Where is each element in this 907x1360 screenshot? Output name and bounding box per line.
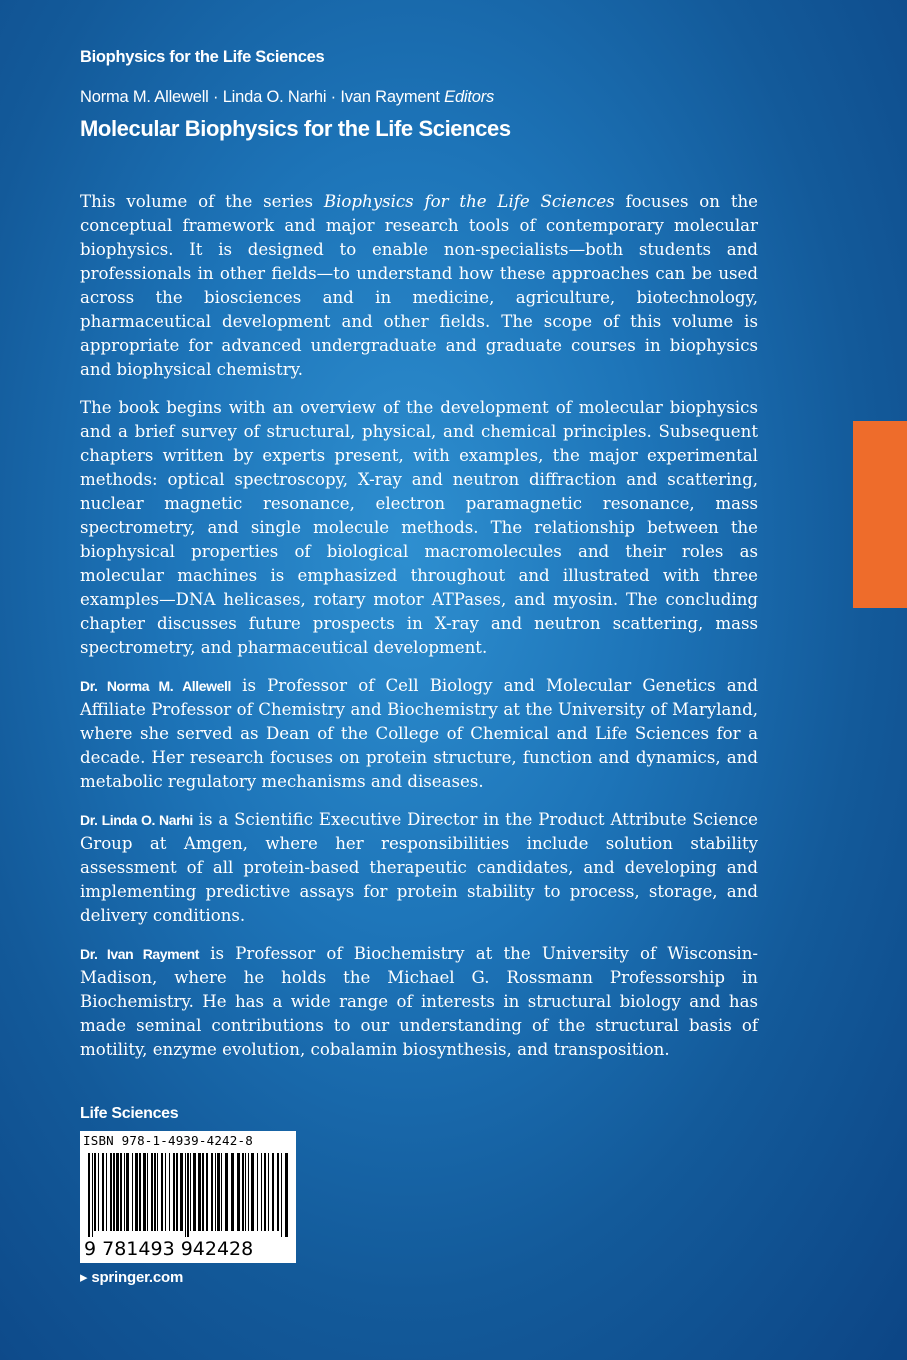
barcode-bars [88,1153,288,1237]
bio-name: Dr. Ivan Rayment [80,946,200,962]
barcode [80,1131,296,1263]
editors-label: Editors [444,88,495,106]
orange-side-tab [853,421,907,608]
description-text: This volume of the series [80,192,324,211]
back-cover-text [80,190,758,1076]
arrow-icon: ▸ [80,1269,88,1286]
bio-name: Dr. Linda O. Narhi [80,812,193,828]
description-text: focuses on the conceptual framework and major research tools of contemporary molecular biophysics. It is designed to enable non-specialists—both students and professionals in other fields—to understand how these approaches can be used across the biosciences and in medicine, agriculture, biotechnology, pharmaceutical development and other fields. The scope of this volume is appropriate for advanced undergraduate and graduate courses in biophysics and biophysical chemistry. [80,192,758,379]
series-name: Biophysics for the Life Sciences [80,48,325,66]
bio-text: is Professor of Cell Biology and Molecular Genetics and Affiliate Professor of Chemistry and Biochemistry at the University of Maryland, where she served as Dean of the College of Chemical and Life Sciences for a decade. Her research focuses on protein structure, function and dynamics, and metabolic regulatory mechanisms and diseases. [80,676,759,791]
barcode-digits: 9 781493 942428 [84,1238,254,1260]
book-title: Molecular Biophysics for the Life Sciences [80,116,511,141]
springer-link-text: springer.com [91,1269,184,1286]
description-paragraph-1 [80,190,758,382]
springer-link[interactable] [80,1268,183,1286]
bio-name: Dr. Norma M. Allewell [80,678,232,694]
editor-names: Norma M. Allewell · Linda O. Narhi · Ivan Rayment [80,88,440,106]
bio-text: is a Scientific Executive Director in the Product Attribute Science Group at Amgen, where her responsibilities include solution stability assessment of all protein-based therapeutic candidates, and developing and implementing predictive assays for protein stability to process, storage, and delivery conditions. [80,810,758,925]
subject-label: Life Sciences [80,1105,179,1122]
isbn-text: ISBN 978-1-4939-4242-8 [83,1133,253,1148]
bio-narhi [80,808,758,928]
series-reference: Biophysics for the Life Sciences [323,192,615,211]
bio-text: is Professor of Biochemistry at the University of Wisconsin-Madison, where he holds the Michael G. Rossmann Professorship in Biochemistry. He has a wide range of interests in structural biology and has made seminal contributions to our understanding of the structural basis of motility, enzyme evolution, cobalamin biosynthesis, and transposition. [80,944,758,1059]
bio-rayment [80,942,758,1062]
description-paragraph-2: The book begins with an overview of the development of molecular biophysics and a brief survey of structural, physical, and chemical principles. Subsequent chapters written by experts present, with examples, the major experimental methods: optical spectroscopy, X-ray and neutron diffraction and scattering, nuclear magnetic resonance, electron paramagnetic resonance, mass spectrometry, and single molecule methods. The relationship between the biophysical properties of biological macromolecules and their roles as molecular machines is emphasized throughout and illustrated with three examples—DNA helicases, rotary motor ATPases, and myosin. The concluding chapter discusses future prospects in X-ray and neutron scattering, mass spectrometry, and pharmaceutical development. [80,398,758,657]
editors-line [80,88,494,107]
bio-allewell [80,674,758,794]
